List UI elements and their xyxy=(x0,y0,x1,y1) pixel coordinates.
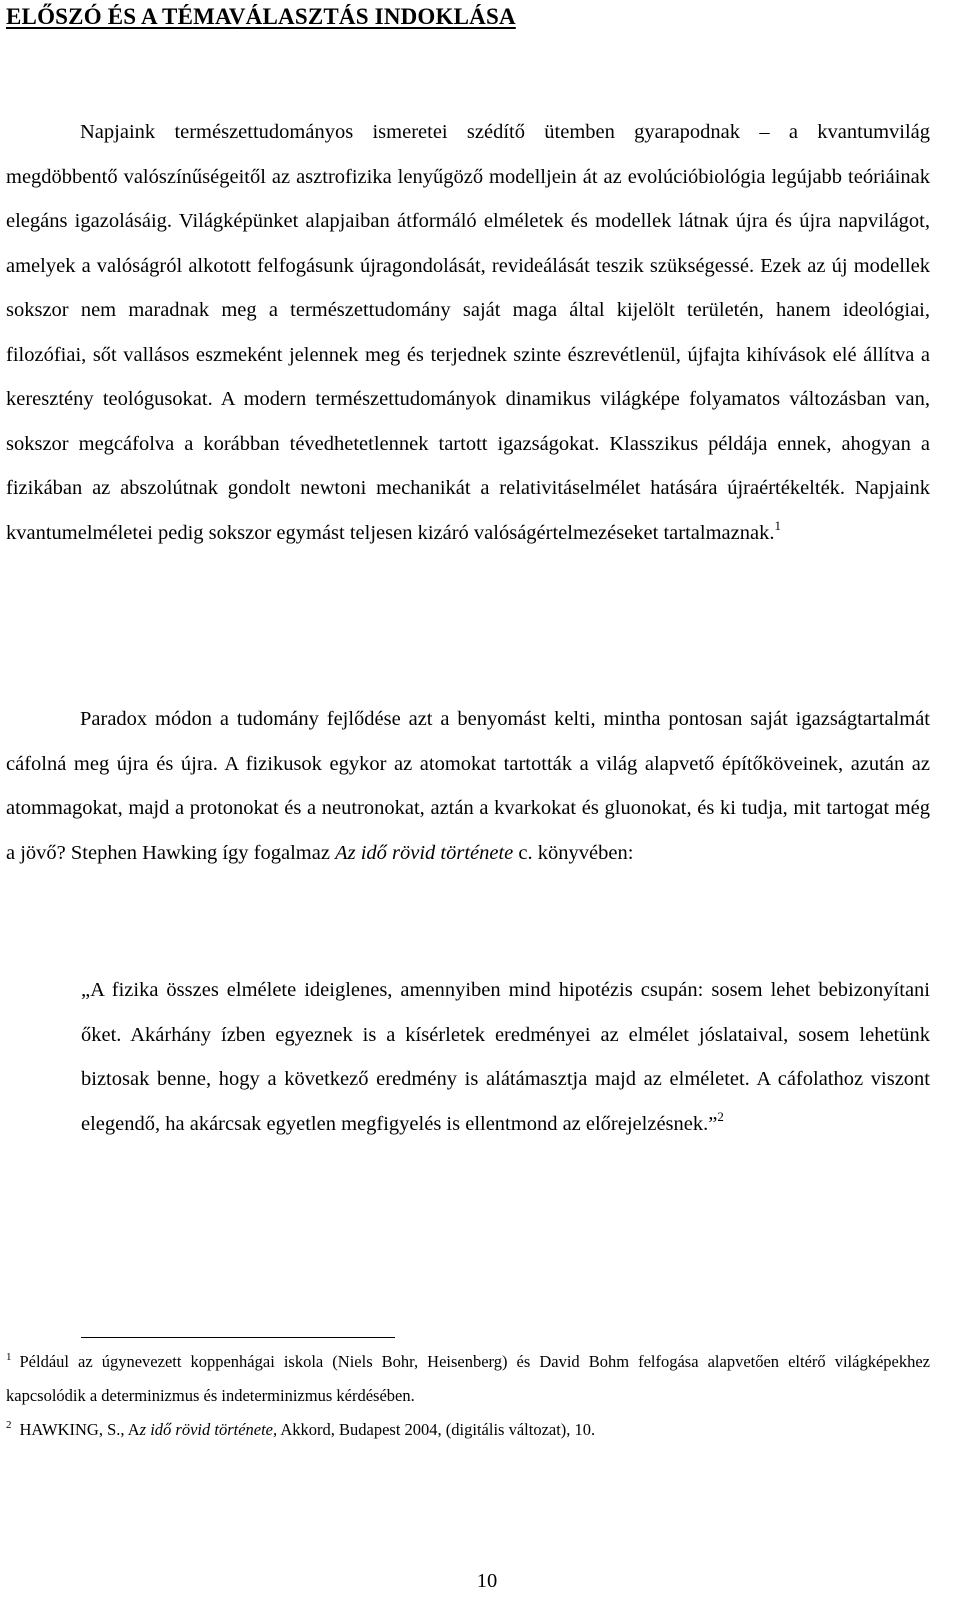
paragraph-hawking xyxy=(6,697,930,875)
footnote-author-smallcaps: AWKING xyxy=(31,1420,99,1439)
block-quote-text: „A fizika összes elmélete ideiglenes, amennyiben mind hipotézis csupán: sosem lehet bebizonyítani őket. Akárhány ízben egyeznek is a kísérletek eredményei az elmélet jóslataival, sosem lehetünk biztosak benne, hogy a következő eredmény is alátámasztja majd az elméletet. A cáfolathoz viszont elegendő, ha akárcsak egyetlen megfigyelés is ellentmond az előrejelzésnek.” xyxy=(81,979,930,1135)
paragraph-hawking-text: Paradox módon a tudomány fejlődése azt a benyomást kelti, mintha pontosan saját igazságtartalmát cáfolná meg újra és újra. A fizikusok egykor az atomokat tartották a világ alapvető építőköveinek, azután az atommagokat, majd a protonokat és a neutronokat, aztán a kvarkokat és gluonokat, és ki tudja, mit tartogat még a jövő? Stephen Hawking így fogalmaz xyxy=(6,708,930,864)
paragraph-intro xyxy=(6,110,930,555)
footnote-ref-2: 2 xyxy=(717,1108,724,1124)
footnote-2 xyxy=(6,1413,930,1447)
footnote-publisher: Akkord, Budapest 2004, (digitális változat), 10. xyxy=(277,1420,596,1439)
footnote-number: 2 xyxy=(6,1419,12,1431)
footnote-author-initial: H xyxy=(19,1420,32,1439)
footnote-author-suffix: , S., A xyxy=(98,1420,140,1439)
footnote-text: Például az úgynevezett koppenhágai iskola (Niels Bohr, Heisenberg) és David Bohm felfogása alapvetően eltérő világképekhez kapcsolódik a determinizmus és indeterminizmus kérdésében. xyxy=(6,1352,930,1405)
footnotes-section xyxy=(6,1345,930,1447)
footnote-number: 1 xyxy=(6,1351,12,1363)
footnote-ref-1: 1 xyxy=(774,517,781,533)
footnote-book-title: z idő rövid története, xyxy=(139,1420,278,1439)
paragraph-intro-text: Napjaink természettudományos ismeretei szédítő ütemben gyarapodnak – a kvantumvilág megdöbbentő valószínűségeitől az asztrofizika lenyűgöző modelljein át az evolúcióbiológia legújabb teóriáinak elegáns igazolásáig. Világképünket alapjaiban átformáló elméletek és modellek látnak újra és újra napvilágot, amelyek a valóságról alkotott felfogásunk újragondolását, revideálását teszik szükségessé. Ezek az új modellek sokszor nem maradnak meg a természettudomány saját maga által kijelölt területén, hanem ideológiai, filozófiai, sőt vallásos eszmeként jelennek meg és terjednek szinte észrevétlenül, újfajta kihívások elé állítva a keresztény teológusokat. A modern természettudományok dinamikus világképe folyamatos változásban van, sokszor megcáfolva a korábban tévedhetetlennek tartott igazságokat. Klasszikus példája ennek, ahogyan a fizikában az abszolútnak gondolt newtoni mechanikát a relativitáselmélet hatására újraértékelték. Napjaink kvantumelméletei pedig sokszor egymást teljesen kizáró valóságértelmezéseket tartalmaznak. xyxy=(6,121,930,544)
paragraph-hawking-tail: c. könyvében: xyxy=(513,841,634,864)
footnote-separator xyxy=(81,1337,395,1338)
page-number: 10 xyxy=(476,1570,498,1592)
chapter-title: ELŐSZÓ ÉS A TÉMAVÁLASZTÁS INDOKLÁSA xyxy=(6,4,516,29)
book-title-italic: Az idő rövid története xyxy=(335,841,514,864)
footnote-1 xyxy=(6,1345,930,1413)
block-quote xyxy=(81,968,930,1146)
